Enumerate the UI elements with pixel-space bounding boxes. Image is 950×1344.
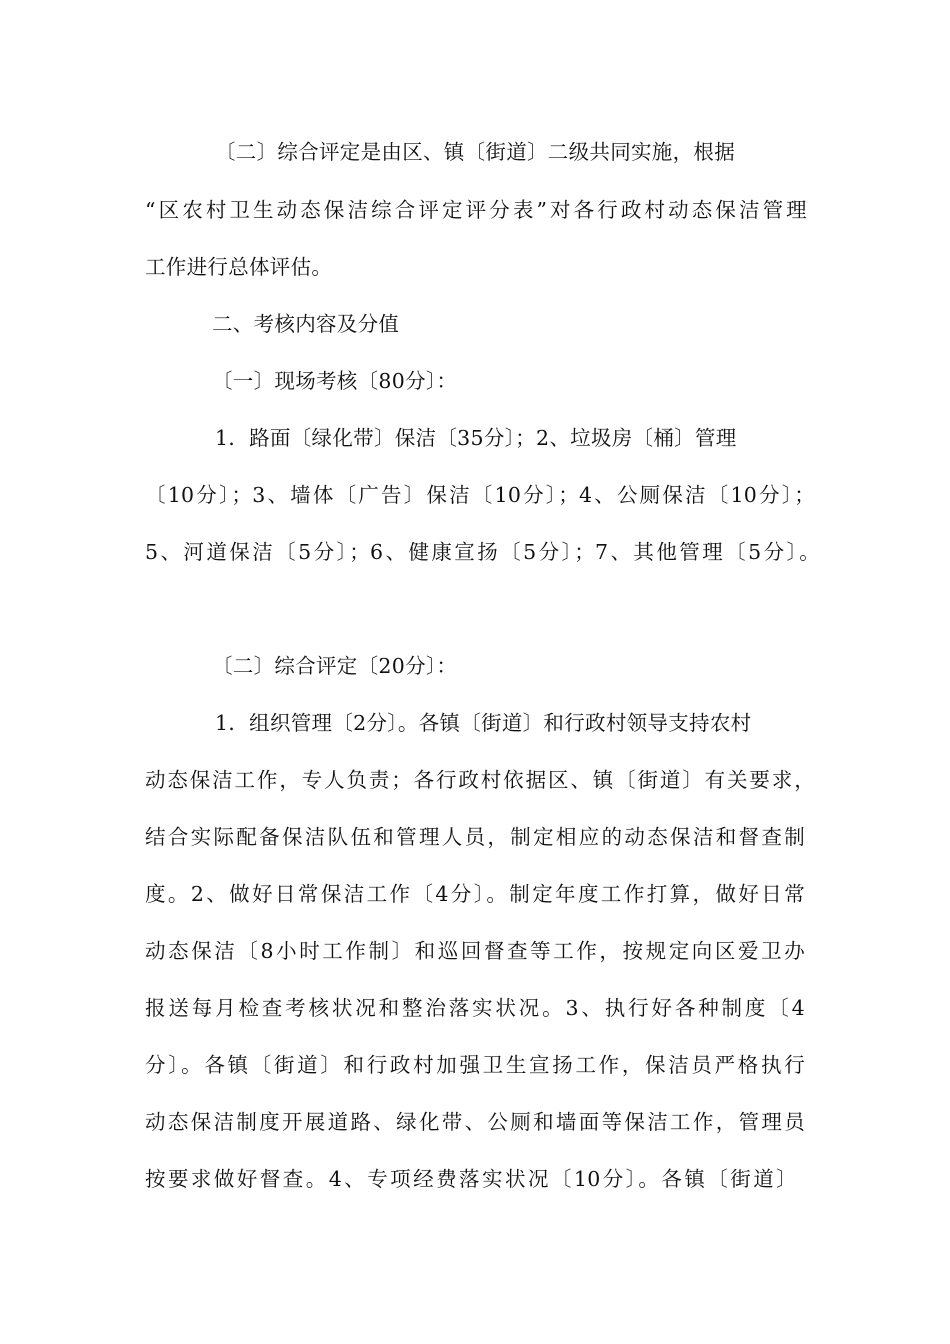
subsection-1-heading: 〔一〕现场考核〔80分〕： <box>212 369 458 393</box>
paragraph-2-line-3: 5、河道保洁〔5分〕；6、健康宣扬〔5分〕；7、其他管理〔5分〕。 <box>145 540 820 564</box>
paragraph-1-line-3: 工作进行总体评估。 <box>145 255 333 279</box>
paragraph-3-line-7: 分〕。各镇〔街道〕和行政村加强卫生宣扬工作，保洁员严格执行 <box>145 1053 805 1077</box>
paragraph-3-line-6: 报送每月检查考核状况和整治落实状况。3、执行好各种制度〔4 <box>145 996 805 1020</box>
paragraph-3-line-8: 动态保洁制度开展道路、绿化带、公厕和墙面等保洁工作，管理员 <box>145 1110 805 1134</box>
paragraph-1-line-2: “区农村卫生动态保洁综合评定评分表”对各行政村动态保洁管理 <box>145 198 807 222</box>
paragraph-3-line-2: 动态保洁工作，专人负责；各行政村依据区、镇〔街道〕有关要求， <box>145 768 815 792</box>
paragraph-2-line-2: 〔10分〕；3、墙体〔广告〕保洁〔10分〕；4、公厕保洁〔10分〕； <box>145 483 815 507</box>
paragraph-3-line-9: 按要求做好督查。4、专项经费落实状况〔10分〕。各镇〔街道〕 <box>145 1167 797 1191</box>
paragraph-2-line-1: 1．路面〔绿化带〕保洁〔35分〕；2、垃圾房〔桶〕管理 <box>215 426 737 450</box>
paragraph-3-line-1: 1．组织管理〔2分〕。各镇〔街道〕和行政村领导支持农村 <box>215 711 752 735</box>
paragraph-3-line-5: 动态保洁〔8小时工作制〕和巡回督查等工作，按规定向区爱卫办 <box>145 939 805 963</box>
section-heading: 二、考核内容及分值 <box>212 312 400 336</box>
paragraph-1-line-1: 〔二〕综合评定是由区、镇〔街道〕二级共同实施，根据 <box>215 140 735 164</box>
paragraph-3-line-3: 结合实际配备保洁队伍和管理人员，制定相应的动态保洁和督查制 <box>145 825 805 849</box>
paragraph-3-line-4: 度。2、做好日常保洁工作〔4分〕。制定年度工作打算，做好日常 <box>145 882 805 906</box>
subsection-2-heading: 〔二〕综合评定〔20分〕： <box>212 654 458 678</box>
